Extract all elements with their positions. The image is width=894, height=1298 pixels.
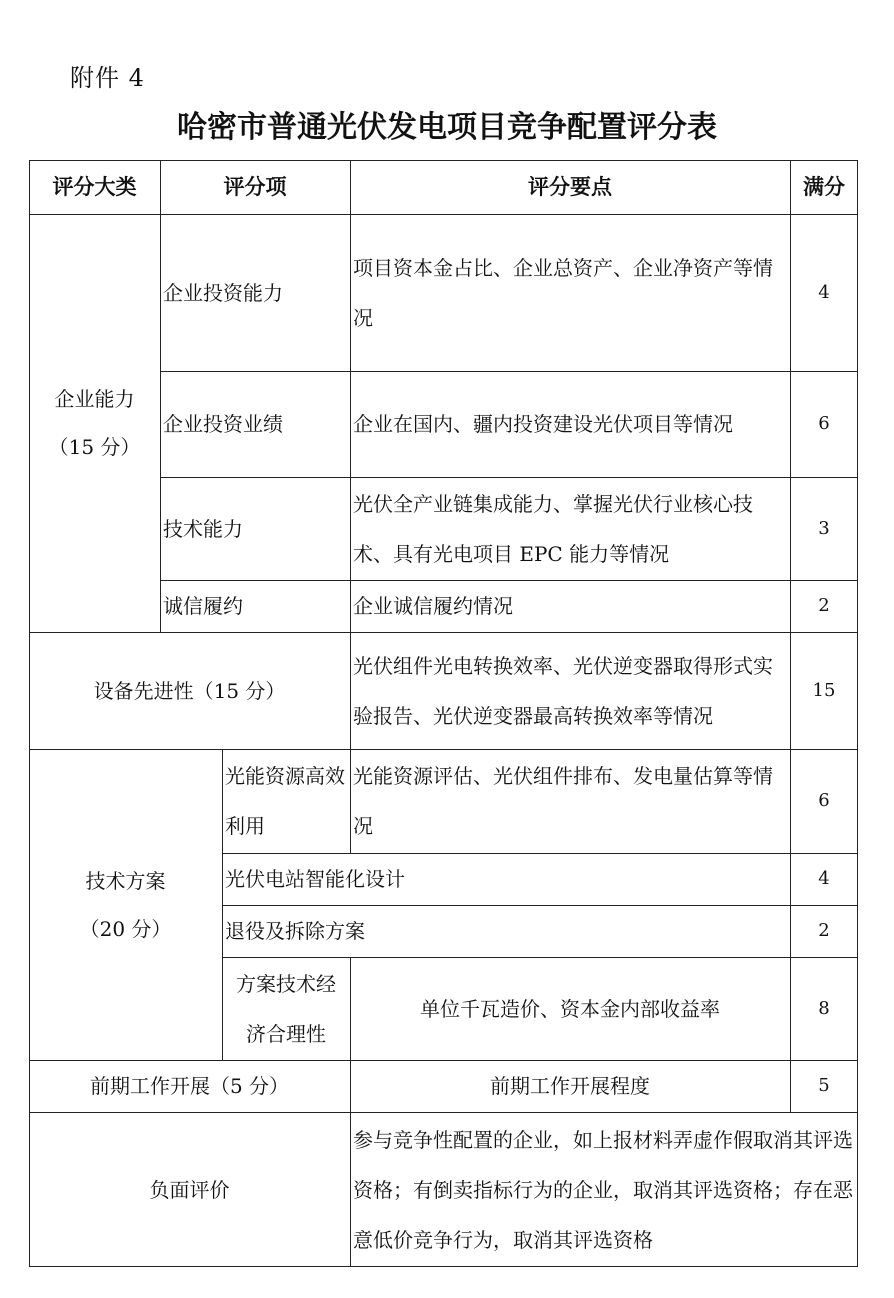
score-tech-ability: 3 xyxy=(818,517,830,539)
item-invest-record: 企业投资业绩 xyxy=(163,412,283,436)
score-smart-design: 4 xyxy=(818,868,830,889)
category-tech xyxy=(29,749,222,1060)
document-title: 哈密市普通光伏发电项目竞争配置评分表 xyxy=(177,110,717,145)
header-item: 评分项 xyxy=(223,175,287,199)
header-points: 评分要点 xyxy=(528,175,612,199)
points-invest-record: 企业在国内、疆内投资建设光伏项目等情况 xyxy=(353,412,733,436)
points-invest-ability: 项目资本金占比、企业总资产、企业净资产等情况 xyxy=(353,255,773,330)
item-smart-design: 光伏电站智能化设计 xyxy=(225,867,405,891)
category-name: 企业能力 xyxy=(54,387,135,411)
category-enterprise xyxy=(29,214,160,632)
points-prework: 前期工作开展程度 xyxy=(490,1074,650,1098)
points-equipment: 光伏组件光电转换效率、光伏逆变器取得形式实验报告、光伏逆变器最高转换效率等情况 xyxy=(353,653,773,728)
score-prework: 5 xyxy=(818,1075,830,1096)
item-solar-use: 光能资源高效利用 xyxy=(225,764,345,838)
item-economics: 方案技术经济合理性 xyxy=(236,971,336,1046)
score-invest-record: 6 xyxy=(818,413,830,434)
item-retire: 退役及拆除方案 xyxy=(225,919,365,943)
item-integrity: 诚信履约 xyxy=(163,594,243,618)
category-name: 技术方案 xyxy=(85,868,166,893)
category-score: （15 分） xyxy=(48,435,141,459)
score-solar-use: 6 xyxy=(818,790,830,811)
category-prework: 前期工作开展（5 分） xyxy=(89,1074,290,1098)
points-tech-ability: 光伏全产业链集成能力、掌握光伏行业核心技术、具有光电项目 EPC 能力等情况 xyxy=(353,491,753,566)
score-economics: 8 xyxy=(818,997,830,1019)
category-score: （20 分） xyxy=(79,916,172,941)
category-equipment: 设备先进性（15 分） xyxy=(93,678,286,703)
points-negative: 参与竞争性配置的企业，如上报材料弄虚作假取消其评选资格；有倒卖指标行为的企业，取消其评选资格；存在恶意低价竞争行为，取消其评选资格 xyxy=(353,1127,853,1252)
score-equipment: 15 xyxy=(812,679,836,701)
score-integrity: 2 xyxy=(818,595,830,616)
header-full-score: 满分 xyxy=(803,175,845,199)
score-retire: 2 xyxy=(818,920,830,941)
annex-label: 附件 4 xyxy=(70,64,145,92)
category-negative: 负面评价 xyxy=(149,1177,230,1202)
item-tech-ability: 技术能力 xyxy=(163,516,243,541)
item-invest-ability: 企业投资能力 xyxy=(163,280,283,305)
points-integrity: 企业诚信履约情况 xyxy=(353,594,513,618)
header-category: 评分大类 xyxy=(52,175,137,199)
points-economics: 单位千瓦造价、资本金内部收益率 xyxy=(420,996,720,1021)
points-solar-use: 光能资源评估、光伏组件排布、发电量估算等情况 xyxy=(353,764,773,838)
score-invest-ability: 4 xyxy=(818,281,830,303)
